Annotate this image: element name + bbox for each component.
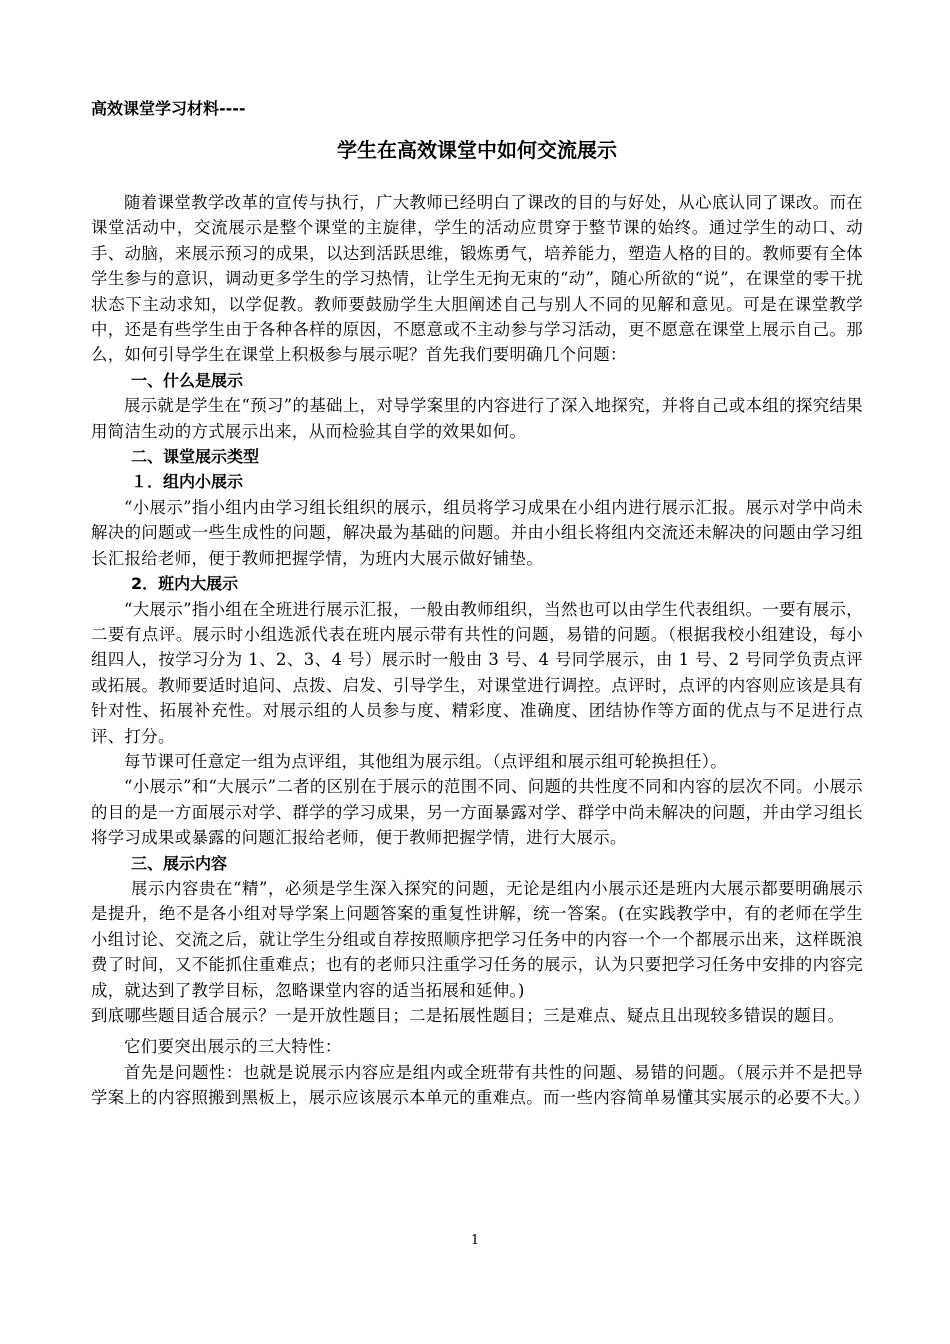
first-feature-paragraph: 首先是问题性：也就是说展示内容应是组内或全班带有共性的问题、易错的问题。（展示并不是把导学案上的内容照搬到黑板上，展示应该展示本单元的重难点。而一些内容简单易懂其实展示的必要不大。）	[91, 1062, 870, 1108]
intro-paragraph: 随着课堂教学改革的宣传与执行，广大教师已经明白了课改的目的与好处，从心底认同了课改。而在课堂活动中，交流展示是整个课堂的主旋律，学生的活动应贯穿于整节课的始终。通过学生的动口、动手、动脑，来展示预习的成果，以达到活跃思维，锻炼勇气，培养能力，塑造人格的目的。教师要有全体学生参与的意识，调动更多学生的学习热情，让学生无拘无束的“动”，随心所欲的“说”，在课堂的零干扰状态下主动求知，以学促教。教师要鼓励学生大胆阐述自己与别人不同的见解和意见。可是在课堂教学中，还是有些学生由于各种各样的原因，不愿意或不主动参与学习活动，更不愿意在课堂上展示自己。那么，如何引导学生在课堂上积极参与展示呢？首先我们要明确几个问题：	[91, 193, 863, 365]
section-heading-what-is-display: 一、什么是展示	[131, 370, 244, 390]
compare-paragraph: “小展示”和“大展示”二者的区别在于展示的范围不同、问题的共性度不同和内容的层次不同。小展示的目的是一方面展示对学、群学的学习成果，另一方面暴露对学、群学中尚未解决的问题，并由学习组长将学习成果或暴露的问题汇报给老师，便于教师把握学情，进行大展示。	[91, 777, 863, 848]
which-topics-paragraph: 到底哪些题目适合展示？一是开放性题目；二是拓展性题目；三是难点、疑点且出现较多错误的题目。	[91, 1006, 845, 1025]
page-number: 1	[470, 1233, 480, 1248]
header-label: 高效课堂学习材料----	[91, 99, 246, 118]
display-content-paragraph: 展示内容贵在“精”，必须是学生深入探究的问题，无论是组内小展示还是班内大展示都要明确展示是提升，绝不是各小组对导学案上问题答案的重复性讲解，统一答案。(在实践教学中，有的老师在学生小组讨论、交流之后，就让学生分组或自荐按照顺序把学习任务中的内容一个一个都展示出来，这样既浪费了时间，又不能抓住重难点；也有的老师只注重学习任务的展示，认为只要把学习任务中安排的内容完成，就达到了教学目标，忽略课堂内容的适当拓展和延伸。)	[91, 878, 863, 1000]
document-title: 学生在高效课堂中如何交流展示	[337, 138, 617, 162]
section-heading-display-content: 三、展示内容	[131, 853, 228, 873]
class-display-paragraph: “大展示”指小组在全班进行展示汇报，一般由教师组织，当然也可以由学生代表组织。一要有展示，二要有点评。展示时小组选派代表在班内展示带有共性的问题，易错的问题。（根据我校小组建设，每小组四人，按学习分为 1、2、3、4 号）展示时一般由 3 号、4 号同学展示，由 1 号、2 号同学负责点评或拓展。教师要适时追问、点拨、启发、引导学生，对课堂进行调控。点评时，点评的内容则应该是具有针对性、拓展补充性。对展示组的人员参与度、精彩度、准确度、团结协作等方面的优点与不足进行点评、打分。	[91, 599, 863, 746]
subheading-class-display: 2．班内大展示	[131, 574, 239, 594]
three-features-paragraph: 它们要突出展示的三大特性：	[124, 1037, 342, 1057]
section-heading-display-types: 二、课堂展示类型	[131, 447, 260, 467]
document-page	[91, 98, 870, 1111]
subheading-group-display: １．组内小展示	[131, 472, 244, 492]
section1-paragraph: 展示就是学生在“预习”的基础上，对导学案里的内容进行了深入地探究，并将自己或本组的探究结果用简洁生动的方式展示出来，从而检验其自学的效果如何。	[91, 396, 863, 441]
group-display-paragraph: “小展示”指小组内由学习组长组织的展示，组员将学习成果在小组内进行展示汇报。展示对学中尚未解决的问题或一些生成性的问题，解决最为基础的问题。并由小组长将组内交流还未解决的问题由学习组长汇报给老师，便于教师把握学情，为班内大展示做好铺垫。	[91, 497, 863, 568]
rotation-paragraph: 每节课可任意定一组为点评组，其他组为展示组。（点评组和展示组可轮换担任）。	[124, 751, 728, 771]
